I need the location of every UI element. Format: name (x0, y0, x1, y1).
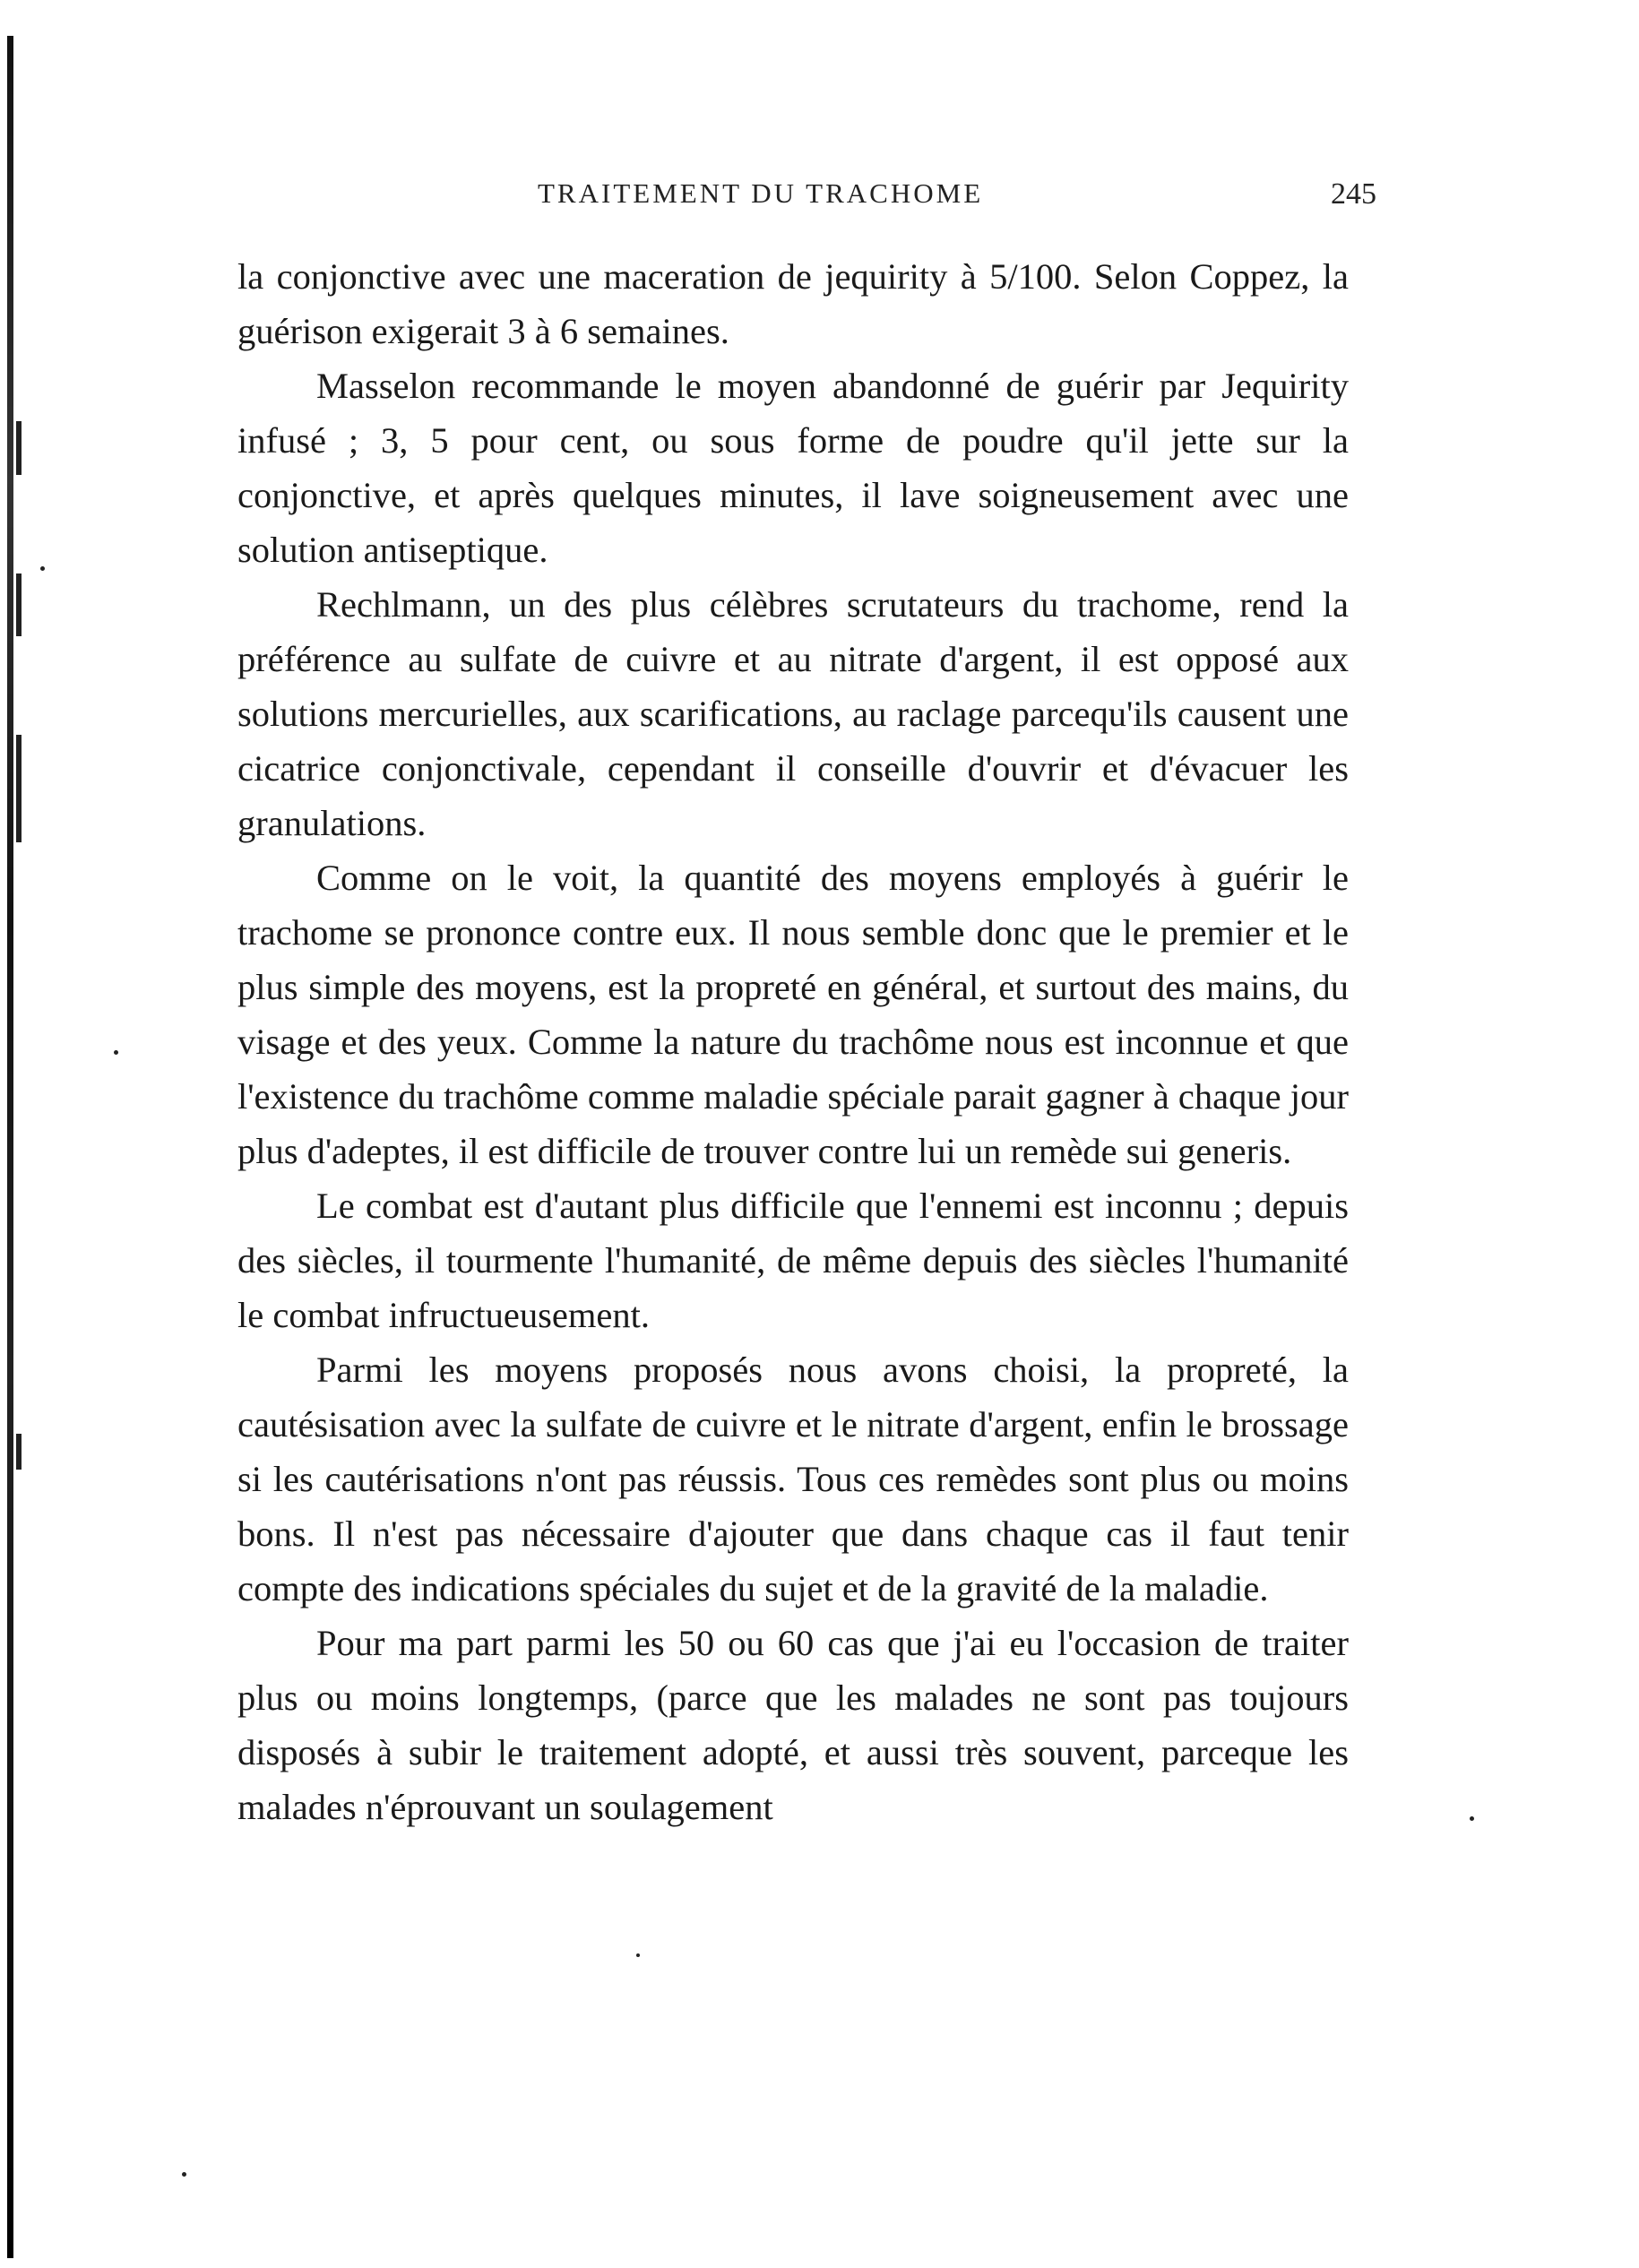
paragraph: Rechlmann, un des plus célèbres scrutateurs du trachome, rend la préférence au sulfate de cuivre et au nitrate d'argent, il est opposé aux solutions mercurielles, aux scarifications, au raclage parcequ'ils causent une cicatrice conjonctivale, cependant il conseille d'ouvrir et d'évacuer les granulations. (237, 584, 1349, 843)
paragraph: Le combat est d'autant plus difficile que l'ennemi est inconnu ; depuis des siècles, il tourmente l'humanité, de même depuis des siècles l'humanité le combat infructueusement. (237, 1186, 1349, 1335)
ink-speck (636, 1953, 640, 1957)
ink-speck (114, 1050, 118, 1055)
paragraph: Parmi les moyens proposés nous avons choisi, la propreté, la cautésisation avec la sulfate de cuivre et le nitrate d'argent, enfin le brossage si les cautérisations n'ont pas réussis. Tous ces remèdes sont plus ou moins bons. Il n'est pas nécessaire d'ajouter que dans chaque cas il faut tenir compte des indications spéciales du sujet et de la gravité de la maladie. (237, 1350, 1349, 1608)
paragraph: Comme on le voit, la quantité des moyens employés à guérir le trachome se prononce contre eux. Il nous semble donc que le premier et le plus simple des moyens, est la propreté en général, et surtout des mains, du visage et des yeux. Comme la nature du trachôme nous est inconnue et que l'existence du trachôme comme maladie spéciale parait gagner à chaque jour plus d'adeptes, il est difficile de trouver contre lui un remède sui generis. (237, 858, 1349, 1171)
page-number: 245 (1331, 177, 1376, 211)
body-text (237, 249, 1349, 1834)
paragraph: Pour ma part parmi les 50 ou 60 cas que j'ai eu l'occasion de traiter plus ou moins longtemps, (parce que les malades ne sont pas toujours disposés à subir le traitement adopté, et aussi très souvent, parceque les malades n'éprouvant un soulagement (237, 1623, 1349, 1827)
page-edge-shadow (7, 36, 13, 2258)
ink-speck (40, 566, 45, 571)
paragraph: Masselon recommande le moyen abandonné de guérir par Jequirity infusé ; 3, 5 pour cent, ou sous forme de poudre qu'il jette sur la conjonctive, et après quelques minutes, il lave soigneusement avec une solution antiseptique. (237, 366, 1349, 570)
ink-speck (182, 2172, 186, 2177)
page-header (0, 177, 1639, 213)
edge-mark (16, 421, 22, 475)
paragraph: la conjonctive avec une maceration de jequirity à 5/100. Selon Coppez, la guérison exigerait 3 à 6 semaines. (237, 256, 1349, 351)
ink-speck (1470, 1816, 1474, 1821)
edge-mark (16, 1434, 22, 1470)
edge-mark (16, 573, 22, 636)
running-title: TRAITEMENT DU TRACHOME (538, 177, 984, 209)
edge-mark (16, 735, 22, 842)
